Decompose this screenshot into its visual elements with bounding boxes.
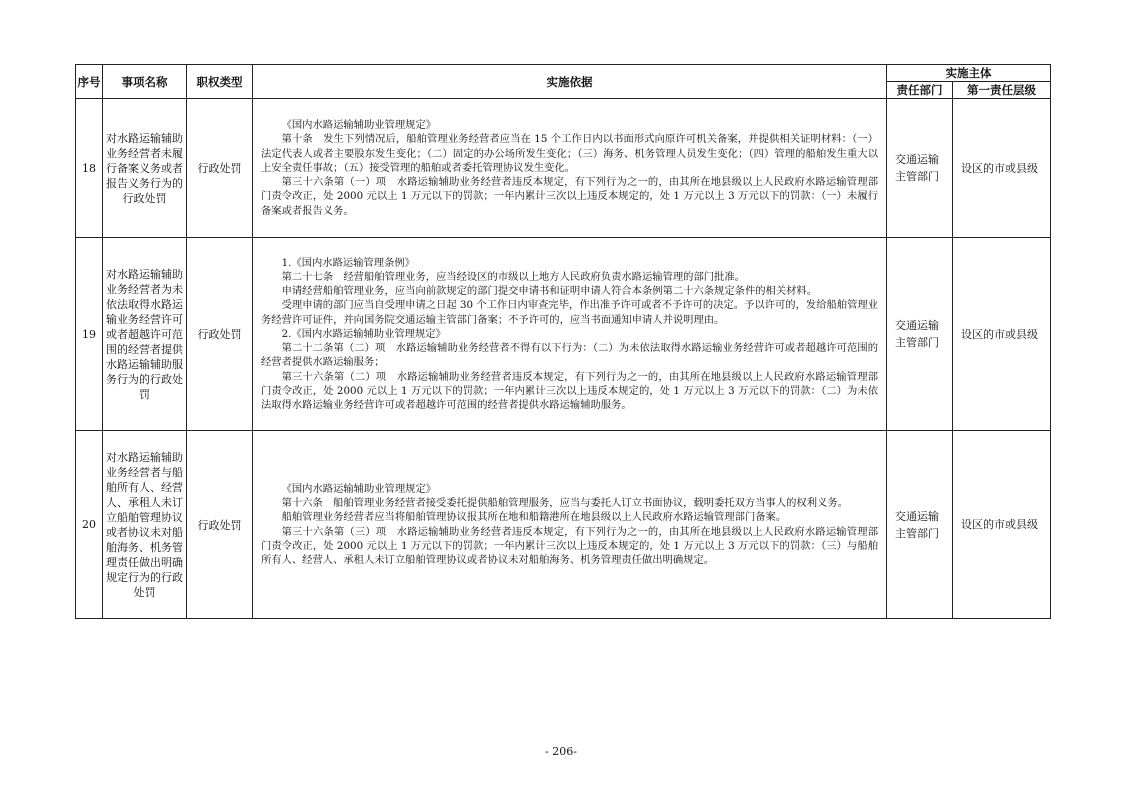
- basis-paragraph: 2.《国内水路运输辅助业管理规定》: [281, 327, 446, 340]
- basis-paragraph: 船舶管理业务经营者应当将船舶管理协议报其所在地和船籍港所在地县级以上人民政府水路运输管理部门备案。: [281, 511, 787, 524]
- header-dept: 责任部门: [887, 82, 953, 99]
- basis-paragraph: 第三十六条第（一）项 水路运输辅助业务经营者违反本规定，有下列行为之一的，由其所在地县级以上人民政府水路运输管理部门责令改正，处 2000 元以上 1 万元以下的罚款；一年内累计三次以上违反本规定的，处 1 万元以上 3 万元以下的罚款：（一）未履行备案或者报告义务。: [261, 176, 878, 217]
- table-row: [76, 99, 1051, 238]
- basis-paragraph: 《国内水路运输辅助业管理规定》: [281, 119, 437, 132]
- row-seq: 18: [76, 99, 103, 238]
- basis-paragraph: 受理申请的部门应当自受理申请之日起 30 个工作日内审查完毕，作出准予许可或者不予许可的决定。予以许可的，发给船舶管理业务经营许可证件，并向国务院交通运输主管部门备案；不予许可的，应当书面通知申请人并说明理由。: [261, 299, 878, 326]
- row-level: 设区的市或县级: [953, 99, 1051, 238]
- row-basis: [253, 238, 887, 431]
- header-row-top: [76, 65, 1051, 82]
- row-seq: 19: [76, 238, 103, 431]
- table-row: [76, 238, 1051, 431]
- header-basis: 实施依据: [253, 65, 887, 99]
- row-level: 设区的市或县级: [953, 238, 1051, 431]
- row-type: 行政处罚: [187, 238, 253, 431]
- basis-paragraph: 第三十六条第（三）项 水路运输辅助业务经营者违反本规定，有下列行为之一的，由其所在地县级以上人民政府水路运输管理部门责令改正，处 2000 元以上 1 万元以下的罚款；一年内累计三次以上违反本规定的，处 1 万元以上 3 万元以下的罚款：（三）与船舶所有人、经营人、承租人未订立船舶管理协议或者协议未对船舶海务、机务管理责任做出明确规定。: [261, 525, 878, 566]
- row-dept: 交通运输主管部门: [887, 99, 953, 238]
- basis-paragraph: 第十六条 船舶管理业务经营者接受委托提供船舶管理服务，应当与委托人订立书面协议，载明委托双方当事人的权利义务。: [281, 497, 848, 510]
- basis-paragraph: 《国内水路运输辅助业管理规定》: [281, 482, 437, 495]
- basis-paragraph: 第二十七条 经营船舶管理业务，应当经设区的市级以上地方人民政府负责水路运输管理的部门批准。: [281, 271, 745, 284]
- row-level: 设区的市或县级: [953, 431, 1051, 619]
- row-name: 对水路运输辅助业务经营者为未依法取得水路运输业务经营许可或者超越许可范围的经营者提供水路运输辅助服务行为的行政处罚: [103, 238, 187, 431]
- basis-paragraph: 第二十二条第（二）项 水路运输辅助业务经营者不得有以下行为：（二）为未依法取得水路运输业务经营许可或者超越许可范围的经营者提供水路运输服务；: [261, 342, 878, 369]
- header-level: 第一责任层级: [953, 82, 1051, 99]
- row-name: 对水路运输辅助业务经营者与船舶所有人、经营人、承租人未订立船舶管理协议或者协议未对船舶海务、机务管理责任做出明确规定行为的行政处罚: [103, 431, 187, 619]
- header-name: 事项名称: [103, 65, 187, 99]
- basis-paragraph: 第十条 发生下列情况后，船舶管理业务经营者应当在 15 个工作日内以书面形式向原许可机关备案，并提供相关证明材料：（一）法定代表人或者主要股东发生变化；（二）固定的办公场所发生变化；（三）海务、机务管理人员发生变化；（四）管理的船舶发生重大以上安全责任事故；（五）接受管理的船舶或者委托管理协议发生变化。: [261, 133, 878, 174]
- page-number: - 206-: [545, 745, 577, 758]
- row-name: 对水路运输辅助业务经营者未履行备案义务或者报告义务行为的行政处罚: [103, 99, 187, 238]
- table-row: [76, 431, 1051, 619]
- enforcement-table: [75, 64, 1051, 619]
- row-basis: [253, 99, 887, 238]
- row-dept: 交通运输主管部门: [887, 431, 953, 619]
- basis-paragraph: 申请经营船舶管理业务，应当向前款规定的部门提交申请书和证明申请人符合本条例第二十六条规定条件的相关材料。: [281, 285, 818, 298]
- row-seq: 20: [76, 431, 103, 619]
- row-type: 行政处罚: [187, 431, 253, 619]
- header-type: 职权类型: [187, 65, 253, 99]
- row-type: 行政处罚: [187, 99, 253, 238]
- row-basis: [253, 431, 887, 619]
- header-subject: 实施主体: [887, 65, 1051, 82]
- row-dept: 交通运输主管部门: [887, 238, 953, 431]
- header-seq: 序号: [76, 65, 103, 99]
- basis-paragraph: 1.《国内水路运输管理条例》: [281, 256, 415, 269]
- basis-paragraph: 第三十六条第（二）项 水路运输辅助业务经营者违反本规定，有下列行为之一的，由其所在地县级以上人民政府水路运输管理部门责令改正，处 2000 元以上 1 万元以下的罚款；一年内累计三次以上违反本规定的，处 1 万元以上 3 万元以下的罚款：（二）为未依法取得水路运输业务经营许可或者超越许可范围的经营者提供水路运输辅助服务。: [261, 370, 878, 411]
